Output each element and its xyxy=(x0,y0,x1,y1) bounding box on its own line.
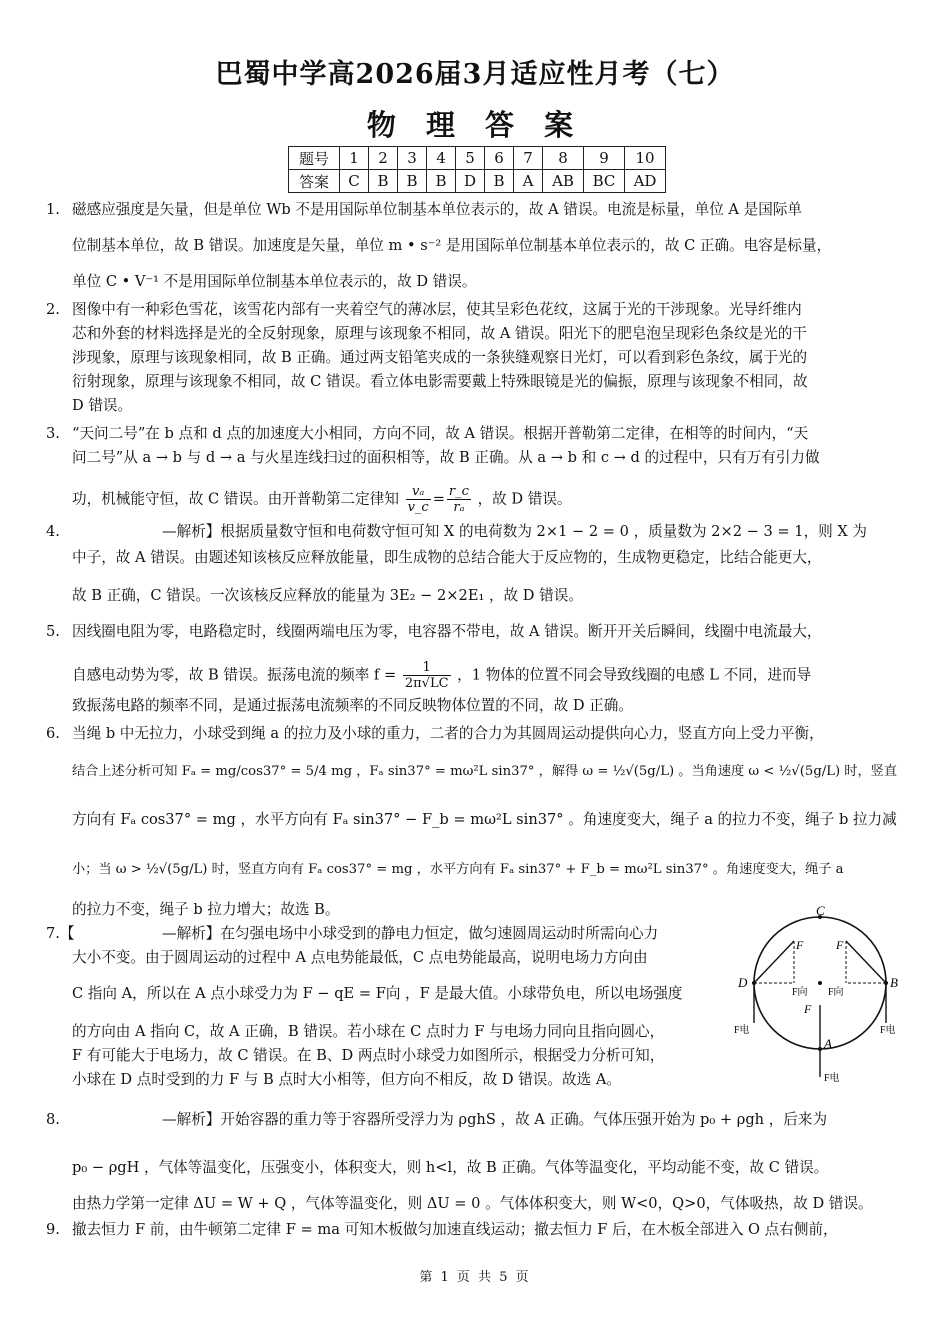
table-cell: A xyxy=(514,170,543,193)
text-line: 小；当 ω > ½√(5g/L) 时，竖直方向有 Fₐ cos37° = mg ，水平方向有 Fₐ sin37° + F_b = mω²L sin37° 。角速度变大，绳子 a xyxy=(72,862,844,877)
question-number: 2. xyxy=(46,301,60,318)
table-label-number: 题号 xyxy=(289,147,340,170)
table-cell: B xyxy=(427,170,456,193)
fraction-numerator: r_c xyxy=(448,484,469,499)
text-line xyxy=(72,660,811,691)
answer-table xyxy=(288,146,666,193)
fraction-denominator: 2π√LC xyxy=(404,676,449,691)
table-cell: 4 xyxy=(427,147,456,170)
table-cell: BC xyxy=(584,170,625,193)
text-line: “天问二号”在 b 点和 d 点的加速度大小相同，方向不同，故 A 错误。根据开普勒第二定律，在相等的时间内，“天 xyxy=(72,425,809,442)
label-f-dir-d: F向 xyxy=(792,987,808,998)
text-line: 芯和外套的材料选择是光的全反射现象，原理与该现象不相同，故 A 错误。阳光下的肥皂泡呈现彩色条纹是光的干 xyxy=(72,325,807,342)
fraction xyxy=(447,484,471,515)
fraction-denominator: rₐ xyxy=(453,500,465,515)
exam-title: 巴蜀中学高2026届3月适应性月考（七） xyxy=(215,59,735,90)
fraction xyxy=(403,660,451,691)
question-number: 3. xyxy=(46,425,60,442)
text-line: 位制基本单位，故 B 错误。加速度是矢量，单位 m • s⁻² 是用国际单位制基本单位表示的，故 C 正确。电容是标量， xyxy=(72,237,832,254)
circle-force-diagram xyxy=(730,905,920,1085)
fraction xyxy=(406,484,431,515)
text-line: 磁感应强度是矢量，但是单位 Wb 不是用国际单位制基本单位表示的，故 A 错误。电流是标量，单位 A 是国际单 xyxy=(72,201,802,218)
text-line: 故 B 正确，C 错误。一次该核反应释放的能量为 3E₂ − 2×2E₁ ，故 D 错误。 xyxy=(72,587,583,604)
table-label-answer: 答案 xyxy=(289,170,340,193)
text-span: ，故 D 错误。 xyxy=(477,490,572,508)
fraction-numerator: 1 xyxy=(403,660,451,676)
label-f-d: F xyxy=(796,938,804,952)
fraction-numerator: vₐ xyxy=(406,484,431,500)
question-number: 7.【 xyxy=(46,925,75,942)
table-cell: B xyxy=(398,170,427,193)
text-line: 的拉力不变，绳子 b 拉力增大；故选 B。 xyxy=(72,901,340,918)
question-number: 6. xyxy=(46,725,60,742)
answer-table-answer-row xyxy=(289,170,666,193)
table-cell: 5 xyxy=(456,147,485,170)
page-footer: 第 1 页 共 5 页 xyxy=(419,1270,531,1285)
text-line: 大小不变。由于圆周运动的过程中 A 点电势能最低，C 点电势能最高，说明电场力方向由 xyxy=(72,949,648,966)
text-line: 单位 C • V⁻¹ 不是用国际单位制基本单位表示的，故 D 错误。 xyxy=(72,273,477,290)
text-line: —解析】根据质量数守恒和电荷数守恒可知 X 的电荷数为 2×1 − 2 = 0 ，质量数为 2×2 − 3 = 1，则 X 为 xyxy=(162,523,868,540)
question-number: 4. xyxy=(46,523,60,540)
question-number: 9. xyxy=(46,1221,60,1238)
label-f-b: F xyxy=(836,938,844,952)
table-cell: 10 xyxy=(625,147,666,170)
text-line: 中子，故 A 错误。由题述知该核反应释放能量，即生成物的总结合能大于反应物的，生成物更稳定，比结合能更大， xyxy=(72,549,822,566)
label-b: B xyxy=(890,975,898,990)
text-line: 问二号”从 a → b 与 d → a 与火星连线扫过的面积相等，故 B 正确。从 a → b 和 c → d 的过程中，只有万有引力做 xyxy=(72,449,820,466)
label-f-a: F xyxy=(804,1002,812,1016)
text-line: 小球在 D 点时受到的力 F 与 B 点时大小相等，但方向不相反，故 D 错误。故选 A。 xyxy=(72,1071,621,1088)
label-f-e-d: F电 xyxy=(734,1025,750,1036)
answer-table-header-row xyxy=(289,147,666,170)
table-cell: AD xyxy=(625,170,666,193)
table-cell: 1 xyxy=(340,147,369,170)
text-line: C 指向 A，所以在 A 点小球受力为 F − qE = F向 ，F 是最大值。小球带负电，所以电场强度 xyxy=(72,985,683,1002)
table-cell: 9 xyxy=(584,147,625,170)
text-line: 图像中有一种彩色雪花，该雪花内部有一夹着空气的薄冰层，使其呈彩色花纹，这属于光的干涉现象。光导纤维内 xyxy=(72,301,802,318)
table-cell: D xyxy=(456,170,485,193)
table-cell: AB xyxy=(543,170,584,193)
text-line: 的方向由 A 指向 C，故 A 正确，B 错误。若小球在 C 点时力 F 与电场力同向且指向圆心， xyxy=(72,1023,665,1040)
force-arrow-d xyxy=(754,941,794,983)
text-line: —解析】开始容器的重力等于容器所受浮力为 ρghS ，故 A 正确。气体压强开始为 p₀ + ρgh ，后来为 xyxy=(162,1111,828,1128)
text-line: D 错误。 xyxy=(72,397,133,414)
text-span: 功，机械能守恒，故 C 错误。由开普勒第二定律知 xyxy=(72,490,399,508)
label-f-e-b: F电 xyxy=(880,1025,896,1036)
text-line: 致振荡电路的频率不同，是通过振荡电流频率的不同反映物体位置的不同，故 D 正确。 xyxy=(72,697,633,714)
table-cell: 7 xyxy=(514,147,543,170)
table-cell: C xyxy=(340,170,369,193)
text-line: p₀ − ρgH ，气体等温变化，压强变小，体积变大，则 h<l，故 B 正确。气体等温变化，平均动能不变，故 C 错误。 xyxy=(72,1159,829,1176)
label-f-dir-b: F向 xyxy=(828,987,844,998)
text-line: F 有可能大于电场力，故 C 错误。在 B、D 两点时小球受力如图所示，根据受力分析可知， xyxy=(72,1047,665,1064)
text-line: 撤去恒力 F 前，由牛顿第二定律 F = ma 可知木板做匀加速直线运动；撤去恒力 F 后，在木板全部进入 O 点右侧前， xyxy=(72,1221,838,1238)
exam-subtitle: 物 理 答 案 xyxy=(366,108,584,142)
text-line: 当绳 b 中无拉力，小球受到绳 a 的拉力及小球的重力，二者的合力为其圆周运动提供向心力，竖直方向上受力平衡， xyxy=(72,725,824,742)
label-f-e-a: F电 xyxy=(824,1073,840,1084)
text-span: 自感电动势为零，故 B 错误。振荡电流的频率 f = xyxy=(72,666,397,684)
question-number: 8. xyxy=(46,1111,60,1128)
text-line: 结合上述分析可知 Fₐ = mg/cos37° = 5/4 mg ，Fₐ sin37° = mω²L sin37° ，解得 ω = ½√(5g/L) 。当角速度 ω < ½√(5g/L) 时，竖直 xyxy=(72,764,898,779)
table-cell: B xyxy=(485,170,514,193)
label-a: A xyxy=(824,1036,832,1051)
table-cell: 8 xyxy=(543,147,584,170)
force-arrow-b xyxy=(846,941,886,983)
question-number: 1. xyxy=(46,201,60,218)
question-number: 5. xyxy=(46,623,60,640)
fraction-denominator: v_c xyxy=(407,500,429,515)
text-line: 方向有 Fₐ cos37° = mg ，水平方向有 Fₐ sin37° − F_b = mω²L sin37° 。角速度变大，绳子 a 的拉力不变，绳子 b 拉力减 xyxy=(72,811,897,828)
text-line: —解析】在匀强电场中小球受到的静电力恒定，做匀速圆周运动时所需向心力 xyxy=(162,925,659,942)
text-line: 因线圈电阻为零，电路稳定时，线圈两端电压为零，电容器不带电，故 A 错误。断开开关后瞬间，线圈中电流最大， xyxy=(72,623,822,640)
center-dot xyxy=(818,981,822,985)
label-c: C xyxy=(816,905,825,918)
table-cell: B xyxy=(369,170,398,193)
table-cell: 3 xyxy=(398,147,427,170)
table-cell: 6 xyxy=(485,147,514,170)
text-span: ，1 物体的位置不同会导致线圈的电感 L 不同，进而导 xyxy=(457,666,812,684)
text-line: 涉现象，原理与该现象相同，故 B 正确。通过两支铅笔夹成的一条狭缝观察日光灯，可以看到彩色条纹，属于光的 xyxy=(72,349,808,366)
label-d: D xyxy=(738,975,748,990)
table-cell: 2 xyxy=(369,147,398,170)
text-line: 由热力学第一定律 ΔU = W + Q ，气体等温变化，则 ΔU = 0 。气体体积变大，则 W<0，Q>0，气体吸热，故 D 错误。 xyxy=(72,1195,873,1212)
text-line: 衍射现象，原理与该现象不相同，故 C 错误。看立体电影需要戴上特殊眼镜是光的偏振，原理与该现象不相同，故 xyxy=(72,373,808,390)
text-line: 功，机械能守恒，故 C 错误。由开普勒第二定律知 $\frac{\text{vₐ}}{v\_c}$ = $\frac{r\_c}{\text{rₐ}}$ ，故 D 错误。 xyxy=(72,484,572,515)
